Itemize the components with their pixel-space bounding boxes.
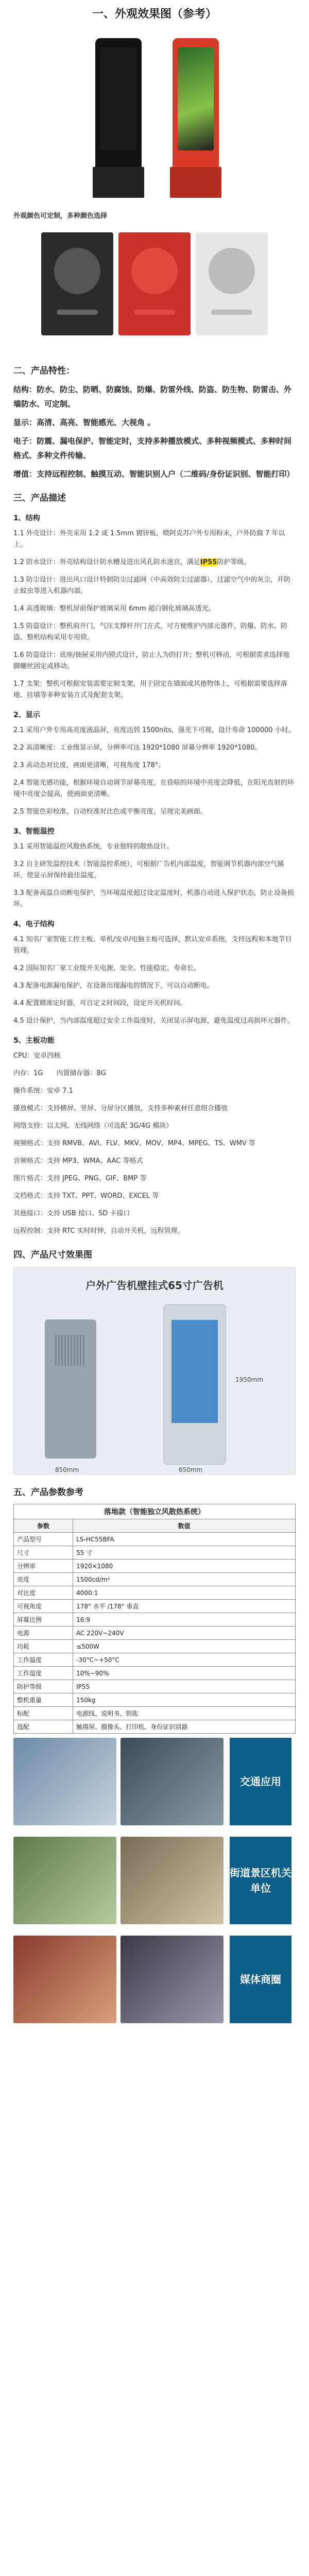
table-cell: 屏幕比例: [14, 1613, 73, 1626]
param-9: 其他接口：支持 USB 接口、SD 卡接口: [13, 1210, 130, 1217]
table-cell: 标配: [14, 1707, 73, 1720]
street-label: 街道景区机关单位: [230, 1837, 291, 1924]
table-cell: AC 220V~240V: [73, 1626, 296, 1640]
application-photos: [0, 1736, 309, 2037]
table-row: [14, 1546, 296, 1560]
ip-rating-highlight: IP55: [200, 558, 217, 566]
desc-2-1: 2.1 采用户外专用高亮度液晶屏，亮度达到 1500nits，强光下可视，设计寿命 100000 小时。: [13, 726, 295, 734]
table-cell: 55 寸: [73, 1546, 296, 1560]
spec-table: [13, 1504, 296, 1734]
table-row: [14, 1533, 296, 1546]
table-row: [14, 1653, 296, 1667]
white-swatch: [196, 232, 268, 335]
desc-3-3: 3.3 配备高温自动断电保护，当环境温度超过设定温度时，机器自动进入保护状态，防止设备损坏。: [13, 889, 294, 908]
table-cell: 对比度: [14, 1586, 73, 1600]
table-header-value: 数值: [73, 1519, 296, 1533]
table-cell: 工作湿度: [14, 1667, 73, 1680]
height-dimension: 1950mm: [235, 1376, 263, 1383]
black-kiosk-image: [88, 38, 149, 198]
table-row: [14, 1693, 296, 1707]
table-cell: IP55: [73, 1680, 296, 1693]
desc-1-2-text-b: 防护等级。: [217, 558, 251, 566]
table-cell: ≤500W: [73, 1640, 296, 1653]
table-row: [14, 1586, 296, 1600]
desc-1-2-text-a: 1.2 防水设计：外壳结构设计防水槽及进出风孔防水迷宫，满足: [13, 558, 200, 566]
desc-1-1: 1.1 外壳设计：外壳采用 1.2 或 1.5mm 镀锌板，喷阿克苏户外专用粉末，户外防腐 7 年以上。: [13, 530, 285, 549]
table-row: [14, 1680, 296, 1693]
table-cell: 电源: [14, 1626, 73, 1640]
desc-2-4: 2.4 智能光感功能，根据环境自动调节屏幕亮度，在昏暗的环境中亮度会降低，在阳光直射的环境中亮度会提高，使画面更清晰。: [13, 779, 294, 798]
desc-1-7: 1.7 支架：整机可根据安装需要定制支架，用于固定在墙面或其他物体上，可根据需要选择落地、挂墙等多种安装方式及配套支架。: [13, 680, 287, 699]
photo-row-transport: [13, 1738, 296, 1831]
table-row: [14, 1560, 296, 1573]
desc-3-1: 3.1 采用智能温控风散热系统，专业独特的散热设计。: [13, 843, 174, 851]
page-title: 一、外观效果图（参考）: [92, 8, 217, 21]
table-cell: 触摸屏、摄像头、打印机、身份证识别器: [73, 1720, 296, 1734]
feature-structure: 结构：防水、防尘、防晒、防腐蚀、防爆、防雷外线、防盗、防生物、防雷击、外墙防水、可定制。: [13, 385, 292, 409]
desc-structure-heading: 1、结构: [13, 514, 40, 522]
desc-3-2: 3.2 自主研发温控技术（智能温控系统），可根据广告机内部温度，智能调节机器内部空气循环，使显示屏保持最佳温度。: [13, 860, 284, 879]
desc-4-2: 4.2 国际知名厂家工业级开关电源，安全、性能稳定、寿命长。: [13, 964, 200, 972]
table-row: [14, 1667, 296, 1680]
feature-addons: 增值：支持远程控制、触摸互动、智能识别人户（二维码/身份证识别、智能打印）: [13, 469, 295, 479]
black-swatch: [41, 232, 113, 335]
table-row: [14, 1720, 296, 1734]
depth-dimension: 850mm: [55, 1466, 79, 1473]
dimension-diagram: [13, 1267, 296, 1475]
table-row: [14, 1600, 296, 1613]
color-swatches: [0, 222, 309, 356]
table-cell: 整机重量: [14, 1693, 73, 1707]
desc-4-1: 4.1 知名厂家智能工控主板、单机/安卓/电脑主板可选择，默认安卓系统，支持远程和本地节目管理。: [13, 936, 292, 955]
red-swatch: [118, 232, 191, 335]
param-1: 内存：1G 内置储存器：8G: [13, 1070, 106, 1077]
transport-photo: [13, 1738, 116, 1825]
photo-row-street: [13, 1837, 296, 1929]
color-caption: 外观颜色可定制，多种颜色选择: [13, 212, 108, 220]
table-cell: 150kg: [73, 1693, 296, 1707]
table-name: 落地款（智能独立风散热系统）: [14, 1504, 296, 1519]
desc-4-3: 4.3 配备电源漏电保护，在设备出现漏电的情况下，可以自动断电。: [13, 982, 214, 990]
table-cell: 分辨率: [14, 1560, 73, 1573]
desc-electronics-heading: 4、电子结构: [13, 920, 55, 928]
param-5: 视频格式：支持 RMVB、AVI、FLV、MKV、MOV、MP4、MPEG、TS、WMV 等: [13, 1140, 255, 1147]
table-cell: 选配: [14, 1720, 73, 1734]
param-6: 音频格式：支持 MP3、WMA、AAC 等格式: [13, 1157, 143, 1165]
desc-cooling-heading: 3、智能温控: [13, 827, 55, 836]
transport-label: 交通应用: [230, 1738, 291, 1825]
desc-mainboard-heading: 5、主板功能: [13, 1037, 55, 1045]
kiosk-front-view: [163, 1304, 226, 1465]
media-label: 媒体商圈: [230, 1936, 291, 2023]
transport-photo: [121, 1738, 224, 1825]
table-cell: 亮度: [14, 1573, 73, 1586]
desc-2-2: 2.2 高清晰度：工业级显示屏，分辨率可达 1920*1080 屏幕分辨率 1920*1080。: [13, 744, 262, 752]
desc-1-4: 1.4 高透玻璃：整机屏前保护玻璃采用 6mm 超白钢化玻璃高透光。: [13, 605, 215, 613]
feature-display: 显示：高清、高亮、智能感光、大视角 。: [13, 418, 156, 427]
param-10: 远程控制：支持 RTC 实时时钟，自动开关机，远程管理。: [13, 1227, 184, 1235]
section-description-title: 三、产品描述: [13, 493, 66, 503]
diagram-title: 户外广告机壁挂式65寸广告机: [85, 1279, 224, 1292]
feature-electronics: 电子：防震、漏电保护、智能定时，支持多种播放模式、多种视频模式、多种时间格式、多种文件传输、: [13, 436, 292, 460]
table-cell: 可视角度: [14, 1600, 73, 1613]
desc-1-6: 1.6 防盗设计：底座/抽屉采用内锁式设计，防止人为的打开；整机可移动，可根据需求选择地脚螺丝固定或移动。: [13, 651, 290, 670]
table-cell: LS-HC55BFA: [73, 1533, 296, 1546]
table-cell: -30°C~+50°C: [73, 1653, 296, 1667]
red-kiosk-image: [165, 38, 227, 198]
media-photo: [121, 1936, 224, 2023]
media-photo: [13, 1936, 116, 2023]
table-cell: 1500cd/m²: [73, 1573, 296, 1586]
table-row: [14, 1613, 296, 1626]
table-cell: 10%~90%: [73, 1667, 296, 1680]
desc-1-2: [0, 554, 309, 571]
table-cell: 电源线、说明书、钥匙: [73, 1707, 296, 1720]
section-specs-title: 五、产品参数参考: [13, 1487, 83, 1498]
section-dimensions-title: 四、产品尺寸效果图: [13, 1250, 92, 1260]
table-cell: 16:9: [73, 1613, 296, 1626]
kiosk-hero-images: [0, 23, 309, 208]
table-cell: 功耗: [14, 1640, 73, 1653]
table-row: [14, 1707, 296, 1720]
table-cell: 防护等级: [14, 1680, 73, 1693]
street-photo: [121, 1837, 224, 1924]
cabinet-side-view: [45, 1319, 96, 1459]
desc-1-3: 1.3 防尘设计：进出风口设计特制防尘过滤网（中高效防尘过滤器），过滤空气中的灰尘，并防止蚊虫等进入机器内部。: [13, 576, 291, 595]
param-0: CPU：安卓四核: [13, 1052, 61, 1060]
desc-display-heading: 2、显示: [13, 711, 40, 719]
width-dimension: 650mm: [179, 1466, 203, 1473]
desc-2-5: 2.5 智能色彩校准，自动校准对比色或平衡亮度，呈现完美画面。: [13, 808, 207, 816]
param-3: 播放模式：支持横屏、竖屏、分屏分区播放，支持多种素材任意组合播放: [13, 1105, 228, 1112]
desc-2-3: 2.3 高动态对比度，画面更清晰，可视角度 178°。: [13, 761, 165, 769]
param-4: 网络支持：以太网、无线网络（可选配 3G/4G 模块）: [13, 1122, 173, 1130]
table-cell: 产品型号: [14, 1533, 73, 1546]
street-photo: [13, 1837, 116, 1924]
table-cell: 1920×1080: [73, 1560, 296, 1573]
desc-1-5: 1.5 防盗设计：整机前开门，气压支撑杆开门方式，可方便维护内部元器件，防爆、防水、防盗、整机结构采用专用锁。: [13, 622, 287, 641]
desc-4-5: 4.5 设计保护，当内部温度超过安全工作温度时，关闭显示屏电源，避免温度过高损坏元器件。: [13, 1017, 294, 1025]
section-features-title: 二、产品特性：: [13, 366, 75, 376]
param-2: 操作系统：安卓 7.1: [13, 1087, 73, 1095]
table-row: [14, 1626, 296, 1640]
table-cell: 工作温度: [14, 1653, 73, 1667]
table-header-param: 参数: [14, 1519, 73, 1533]
table-cell: 178° 水平 /178° 垂直: [73, 1600, 296, 1613]
table-cell: 尺寸: [14, 1546, 73, 1560]
desc-4-4: 4.4 配置精准定时器，可自定义时间段，设定开关机时间。: [13, 999, 187, 1007]
table-row: [14, 1573, 296, 1586]
param-7: 图片格式：支持 JPEG、PNG、GIF、BMP 等: [13, 1175, 147, 1182]
table-row: [14, 1640, 296, 1653]
table-cell: 4000:1: [73, 1586, 296, 1600]
param-8: 文档格式：支持 TXT、PPT、WORD、EXCEL 等: [13, 1192, 159, 1200]
photo-row-media: [13, 1936, 296, 2028]
